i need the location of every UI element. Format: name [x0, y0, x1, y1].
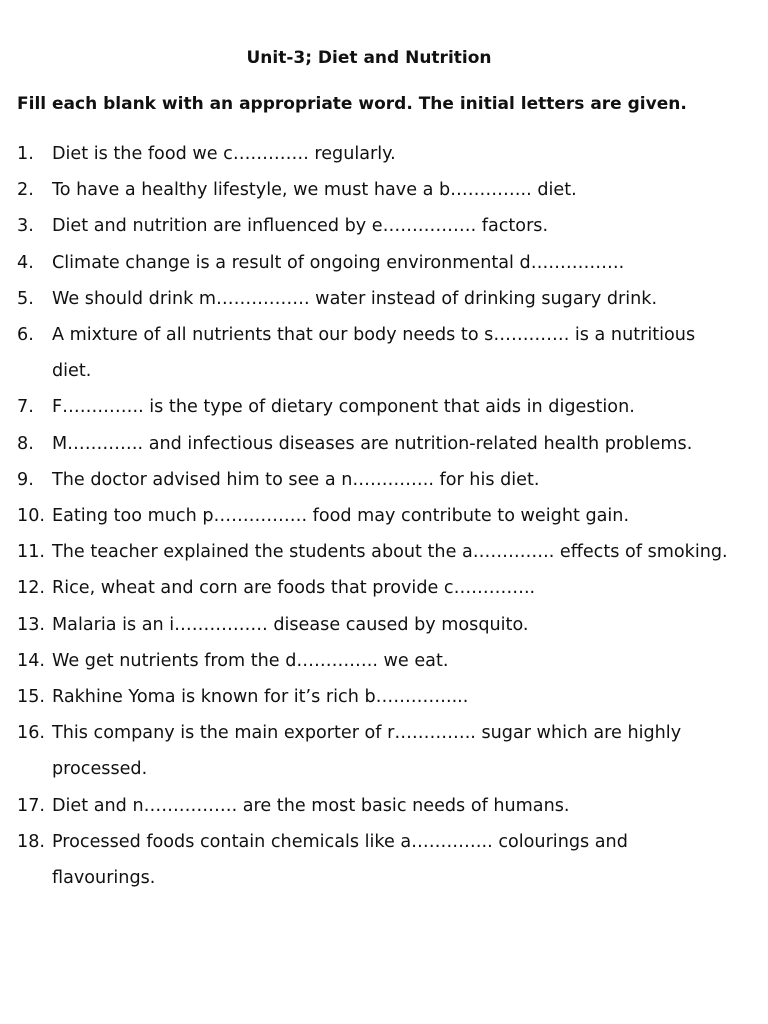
question-item	[0, 317, 768, 389]
question-number: 3.	[17, 216, 34, 237]
question-number: 13.	[17, 614, 45, 635]
question-text: F………….. is the type of dietary component that aids in digestion.	[52, 397, 635, 418]
question-item	[0, 824, 768, 896]
page-title: Unit-3; Diet and Nutrition	[246, 48, 492, 68]
question-number: 14.	[17, 650, 45, 671]
question-text: Eating too much p……………. food may contribute to weight gain.	[52, 506, 630, 527]
question-item	[0, 498, 768, 534]
question-text: The doctor advised him to see a n………….. for his diet.	[52, 469, 540, 490]
question-item	[0, 172, 768, 208]
question-number: 9.	[17, 469, 34, 490]
question-item	[0, 245, 768, 281]
question-number: 12.	[17, 578, 45, 599]
question-text: This company is the main exporter of r………….. sugar which are highly processed.	[52, 723, 682, 780]
question-number: 15.	[17, 687, 45, 708]
question-item	[0, 643, 768, 679]
question-item	[0, 426, 768, 462]
question-number: 1.	[17, 144, 34, 164]
question-number: 8.	[17, 433, 34, 454]
question-text: Processed foods contain chemicals like a………….. colourings and flavourings.	[52, 831, 628, 889]
question-text: We should drink m……………. water instead of drinking sugary drink.	[52, 288, 658, 309]
question-number: 10.	[17, 506, 45, 527]
question-item	[0, 715, 768, 787]
question-item	[0, 788, 768, 824]
question-item	[0, 281, 768, 317]
question-number: 2.	[17, 180, 34, 201]
question-item	[0, 570, 768, 606]
question-item	[0, 462, 768, 498]
question-number: 11.	[17, 542, 45, 563]
question-item	[0, 607, 768, 643]
question-text: We get nutrients from the d………….. we eat.	[52, 650, 449, 671]
question-text: Rakhine Yoma is known for it’s rich b…………....	[52, 687, 469, 708]
question-item	[0, 534, 768, 570]
question-item	[0, 208, 768, 244]
question-number: 7.	[17, 397, 34, 418]
question-item	[0, 679, 768, 715]
question-number: 18.	[17, 831, 45, 852]
question-item	[0, 136, 768, 172]
instruction-text: Fill each blank with an appropriate word. The initial letters are given.	[17, 94, 687, 114]
question-item	[0, 389, 768, 425]
question-text: A mixture of all nutrients that our body needs to s…………. is a nutritious diet.	[52, 325, 696, 382]
question-text: Diet and nutrition are influenced by e……………. factors.	[52, 216, 549, 237]
question-number: 5.	[17, 288, 34, 309]
question-text: Climate change is a result of ongoing environmental d…………….	[52, 252, 625, 273]
question-text: The teacher explained the students about the a………….. effects of smoking.	[52, 542, 728, 563]
question-text: To have a healthy lifestyle, we must have a b………….. diet.	[52, 180, 577, 201]
question-list	[0, 136, 768, 896]
question-number: 17.	[17, 795, 45, 816]
question-text: Rice, wheat and corn are foods that provide c…………..	[52, 578, 536, 599]
question-text: M…………. and infectious diseases are nutrition-related health problems.	[52, 433, 693, 454]
question-text: Malaria is an i……………. disease caused by mosquito.	[52, 614, 529, 635]
question-number: 6.	[17, 325, 34, 346]
question-text: Diet is the food we c…………. regularly.	[52, 144, 396, 164]
question-number: 16.	[17, 723, 45, 744]
question-text: Diet and n……………. are the most basic needs of humans.	[52, 795, 570, 816]
question-number: 4.	[17, 252, 34, 273]
